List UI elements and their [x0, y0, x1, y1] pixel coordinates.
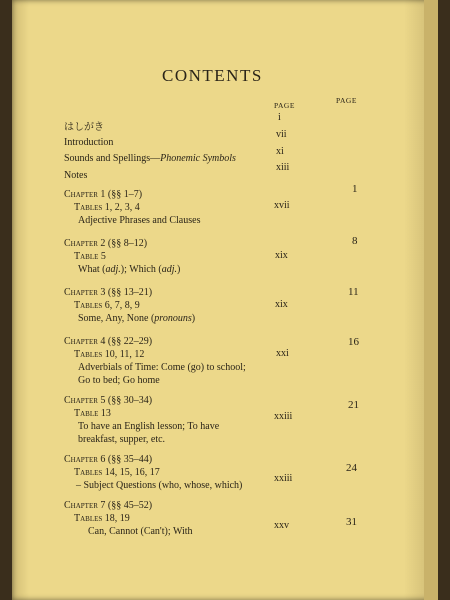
chapter-page: 1 [352, 183, 358, 195]
chapter-tables: Tables 18, 19 [74, 513, 130, 524]
chapter-roman-page: xxv [274, 520, 289, 531]
toc-introduction-page: xi [276, 146, 284, 157]
toc-notes: Notes [64, 170, 88, 181]
chapter-desc: Go to bed; Go home [78, 375, 160, 386]
column-header-page-2: PAGE [336, 96, 357, 105]
chapter-desc: Adverbials of Time: Come (go) to school; [78, 362, 246, 373]
chapter-roman-page: xvii [274, 200, 290, 211]
chapter-heading: Chapter 2 (§§ 8–12) [64, 238, 148, 249]
chapter-roman-page: xxiii [274, 411, 293, 422]
chapter-desc: What (adj.); Which (adj.) [78, 264, 181, 275]
chapter-roman-page: xix [275, 250, 288, 261]
chapter-heading: Chapter 7 (§§ 45–52) [64, 500, 153, 511]
chapter-heading: Chapter 4 (§§ 22–29) [64, 336, 153, 347]
chapter-tables: Table 5 [74, 251, 106, 262]
toc-preface: はしがき [64, 122, 104, 133]
dash-mark: – [76, 480, 84, 491]
chapter-desc: Can, Cannot (Can't); With [88, 526, 193, 537]
chapter-page: 21 [348, 399, 359, 411]
chapter-heading: Chapter 5 (§§ 30–34) [64, 395, 153, 406]
chapter-tables: Tables 6, 7, 8, 9 [74, 300, 140, 311]
chapter-desc: – Subject Questions (who, whose, which) [76, 480, 243, 491]
chapter-page: 24 [346, 462, 357, 474]
chapter-desc: Some, Any, None (pronouns) [78, 313, 196, 324]
chapter-heading: Chapter 3 (§§ 13–21) [64, 287, 153, 298]
roman-page-i: i [278, 112, 281, 123]
chapter-desc: Adjective Phrases and Clauses [78, 215, 201, 226]
chapter-page: 16 [348, 336, 359, 348]
chapter-desc: To have an English lesson; To have [78, 421, 220, 432]
toc-sounds-spellings: Sounds and Spellings—Phonemic Symbols [64, 153, 236, 164]
chapter-page: 31 [346, 516, 357, 528]
chapter-tables: Tables 10, 11, 12 [74, 349, 145, 360]
chapter-roman-page: xxiii [274, 473, 293, 484]
chapter-page: 11 [348, 286, 359, 298]
book-page [12, 0, 438, 600]
chapter-heading: Chapter 6 (§§ 35–44) [64, 454, 153, 465]
chapter-roman-page: xxi [276, 348, 289, 359]
chapter-roman-page: xix [275, 299, 288, 310]
toc-preface-page: vii [276, 129, 287, 140]
toc-introduction: Introduction [64, 137, 114, 148]
chapter-tables: Table 13 [74, 408, 111, 419]
chapter-tables: Tables 1, 2, 3, 4 [74, 202, 140, 213]
chapter-page: 8 [352, 235, 358, 247]
chapter-tables: Tables 14, 15, 16, 17 [74, 467, 160, 478]
page-title: CONTENTS [162, 66, 263, 85]
toc-sounds-spellings-page: xiii [276, 162, 290, 173]
column-header-page-1: PAGE [274, 101, 295, 110]
adjacent-page-edge [424, 0, 438, 600]
chapter-heading: Chapter 1 (§§ 1–7) [64, 189, 143, 200]
chapter-desc: breakfast, supper, etc. [78, 434, 166, 445]
